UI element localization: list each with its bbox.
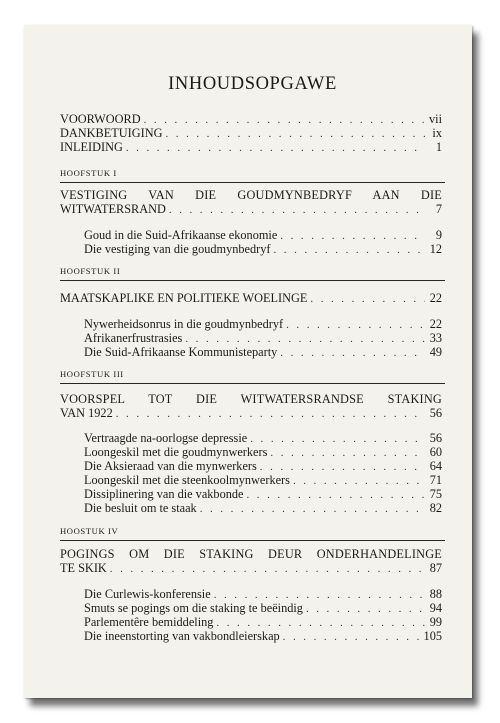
divider bbox=[60, 182, 445, 183]
dot-leader bbox=[200, 502, 425, 516]
dot-leader bbox=[247, 488, 426, 502]
toc-subentry bbox=[84, 487, 442, 502]
toc-subentry bbox=[84, 459, 442, 474]
toc-chapter-entry bbox=[60, 561, 442, 576]
chapter-title-line: VOORSPEL TOT DIE WITWATERSRANDSE STAKING bbox=[60, 392, 442, 406]
dot-leader bbox=[260, 460, 425, 474]
entry-page: 12 bbox=[429, 242, 442, 256]
chapter-title: MAATSKAPLIKE EN POLITIEKE WOELINGE bbox=[60, 291, 308, 305]
dot-leader bbox=[286, 318, 425, 332]
page-title: INHOUDSOPGAWE bbox=[168, 74, 337, 94]
dot-leader bbox=[280, 346, 425, 360]
toc-subentry bbox=[84, 615, 442, 630]
toc-subentry bbox=[84, 331, 442, 346]
chapter-title: VAN 1922 bbox=[60, 406, 113, 420]
toc-subentry bbox=[84, 431, 442, 446]
dot-leader bbox=[214, 588, 425, 602]
entry-label: Afrikanerfrustrasies bbox=[84, 331, 183, 345]
entry-page: ix bbox=[432, 126, 442, 140]
dot-leader bbox=[306, 602, 425, 616]
entry-label: VOORWOORD bbox=[60, 112, 141, 126]
toc-entry-voorwoord bbox=[60, 112, 442, 127]
entry-label: Die Curlewis-konferensie bbox=[84, 587, 211, 601]
entry-label: Die Aksieraad van die mynwerkers bbox=[84, 459, 257, 473]
entry-page: 49 bbox=[429, 345, 442, 359]
entry-label: Die besluit om te staak bbox=[84, 501, 197, 515]
toc-subentry bbox=[84, 242, 442, 257]
entry-label: Goud in die Suid-Afrikaanse ekonomie bbox=[84, 228, 278, 242]
chapter-heading: HOOFSTUK I bbox=[60, 168, 117, 178]
entry-label: Die vestiging van die goudmynbedryf bbox=[84, 242, 271, 256]
toc-chapter-entry bbox=[60, 406, 442, 421]
entry-label: INLEIDING bbox=[60, 140, 123, 154]
toc-subentry bbox=[84, 317, 442, 332]
toc-subentry bbox=[84, 501, 442, 516]
dot-leader bbox=[250, 432, 425, 446]
entry-label: Loongeskil met die goudmynwerkers bbox=[84, 445, 268, 459]
dot-leader bbox=[169, 203, 425, 217]
dot-leader bbox=[126, 141, 425, 155]
dot-leader bbox=[283, 630, 421, 644]
entry-label: Vertraagde na-oorlogse depressie bbox=[84, 431, 248, 445]
dot-leader bbox=[185, 332, 425, 346]
dot-leader bbox=[280, 229, 425, 243]
dot-leader bbox=[116, 407, 425, 421]
entry-page: 7 bbox=[435, 202, 442, 216]
entry-page: 82 bbox=[429, 501, 442, 515]
entry-page: 94 bbox=[429, 601, 442, 615]
toc-subentry bbox=[84, 587, 442, 602]
chapter-title: TE SKIK bbox=[60, 561, 107, 575]
entry-page: 22 bbox=[429, 317, 442, 331]
dot-leader bbox=[165, 127, 425, 141]
toc-subentry bbox=[84, 601, 442, 616]
entry-page: 60 bbox=[429, 445, 442, 459]
entry-label: Die ineenstorting van vakbondleierskap bbox=[84, 629, 280, 643]
entry-label: Smuts se pogings om die staking te beëindig bbox=[84, 601, 303, 615]
entry-page: 64 bbox=[429, 459, 442, 473]
dot-leader bbox=[110, 562, 425, 576]
divider bbox=[60, 383, 445, 384]
dot-leader bbox=[270, 446, 425, 460]
dot-leader bbox=[216, 616, 425, 630]
toc-subentry bbox=[84, 473, 442, 488]
dot-leader bbox=[293, 474, 425, 488]
entry-page: 71 bbox=[429, 473, 442, 487]
entry-page: 33 bbox=[429, 331, 442, 345]
chapter-title-line: POGINGS OM DIE STAKING DEUR ONDERHANDELINGE bbox=[60, 547, 442, 561]
entry-page: 87 bbox=[429, 561, 442, 575]
entry-label: Die Suid-Afrikaanse Kommunisteparty bbox=[84, 345, 278, 359]
entry-page: 75 bbox=[429, 487, 442, 501]
toc-subentry bbox=[84, 445, 442, 460]
entry-label: DANKBETUIGING bbox=[60, 126, 163, 140]
toc-subentry bbox=[84, 629, 442, 644]
book-page bbox=[24, 25, 472, 698]
chapter-title: WITWATERSRAND bbox=[60, 202, 166, 216]
entry-label: Loongeskil met die steenkoolmynwerkers bbox=[84, 473, 290, 487]
dot-leader bbox=[273, 243, 425, 257]
chapter-heading: HOOFSTUK II bbox=[60, 266, 121, 276]
entry-page: 105 bbox=[423, 629, 442, 643]
entry-page: 56 bbox=[429, 431, 442, 445]
chapter-heading: HOOFSTUK III bbox=[60, 369, 124, 379]
entry-page: 1 bbox=[435, 140, 442, 154]
entry-label: Nywerheidsonrus in die goudmynbedryf bbox=[84, 317, 284, 331]
entry-page: 99 bbox=[429, 615, 442, 629]
divider bbox=[60, 540, 445, 541]
entry-label: Dissiplinering van die vakbonde bbox=[84, 487, 244, 501]
toc-chapter-entry bbox=[60, 291, 442, 306]
divider bbox=[60, 280, 445, 281]
toc-subentry bbox=[84, 228, 442, 243]
toc-entry-dankbetuiging bbox=[60, 126, 442, 141]
entry-page: vii bbox=[429, 112, 442, 126]
chapter-title-line: VESTIGING VAN DIE GOUDMYNBEDRYF AAN DIE bbox=[60, 188, 442, 202]
dot-leader bbox=[144, 113, 425, 127]
entry-label: Parlementêre bemiddeling bbox=[84, 615, 214, 629]
chapter-heading: HOOSTUK IV bbox=[60, 526, 119, 536]
entry-page: 88 bbox=[429, 587, 442, 601]
toc-entry-inleiding bbox=[60, 140, 442, 155]
dot-leader bbox=[310, 292, 425, 306]
entry-page: 56 bbox=[429, 406, 442, 420]
toc-chapter-entry bbox=[60, 202, 442, 217]
entry-page: 22 bbox=[429, 291, 442, 305]
toc-subentry bbox=[84, 345, 442, 360]
entry-page: 9 bbox=[435, 228, 442, 242]
